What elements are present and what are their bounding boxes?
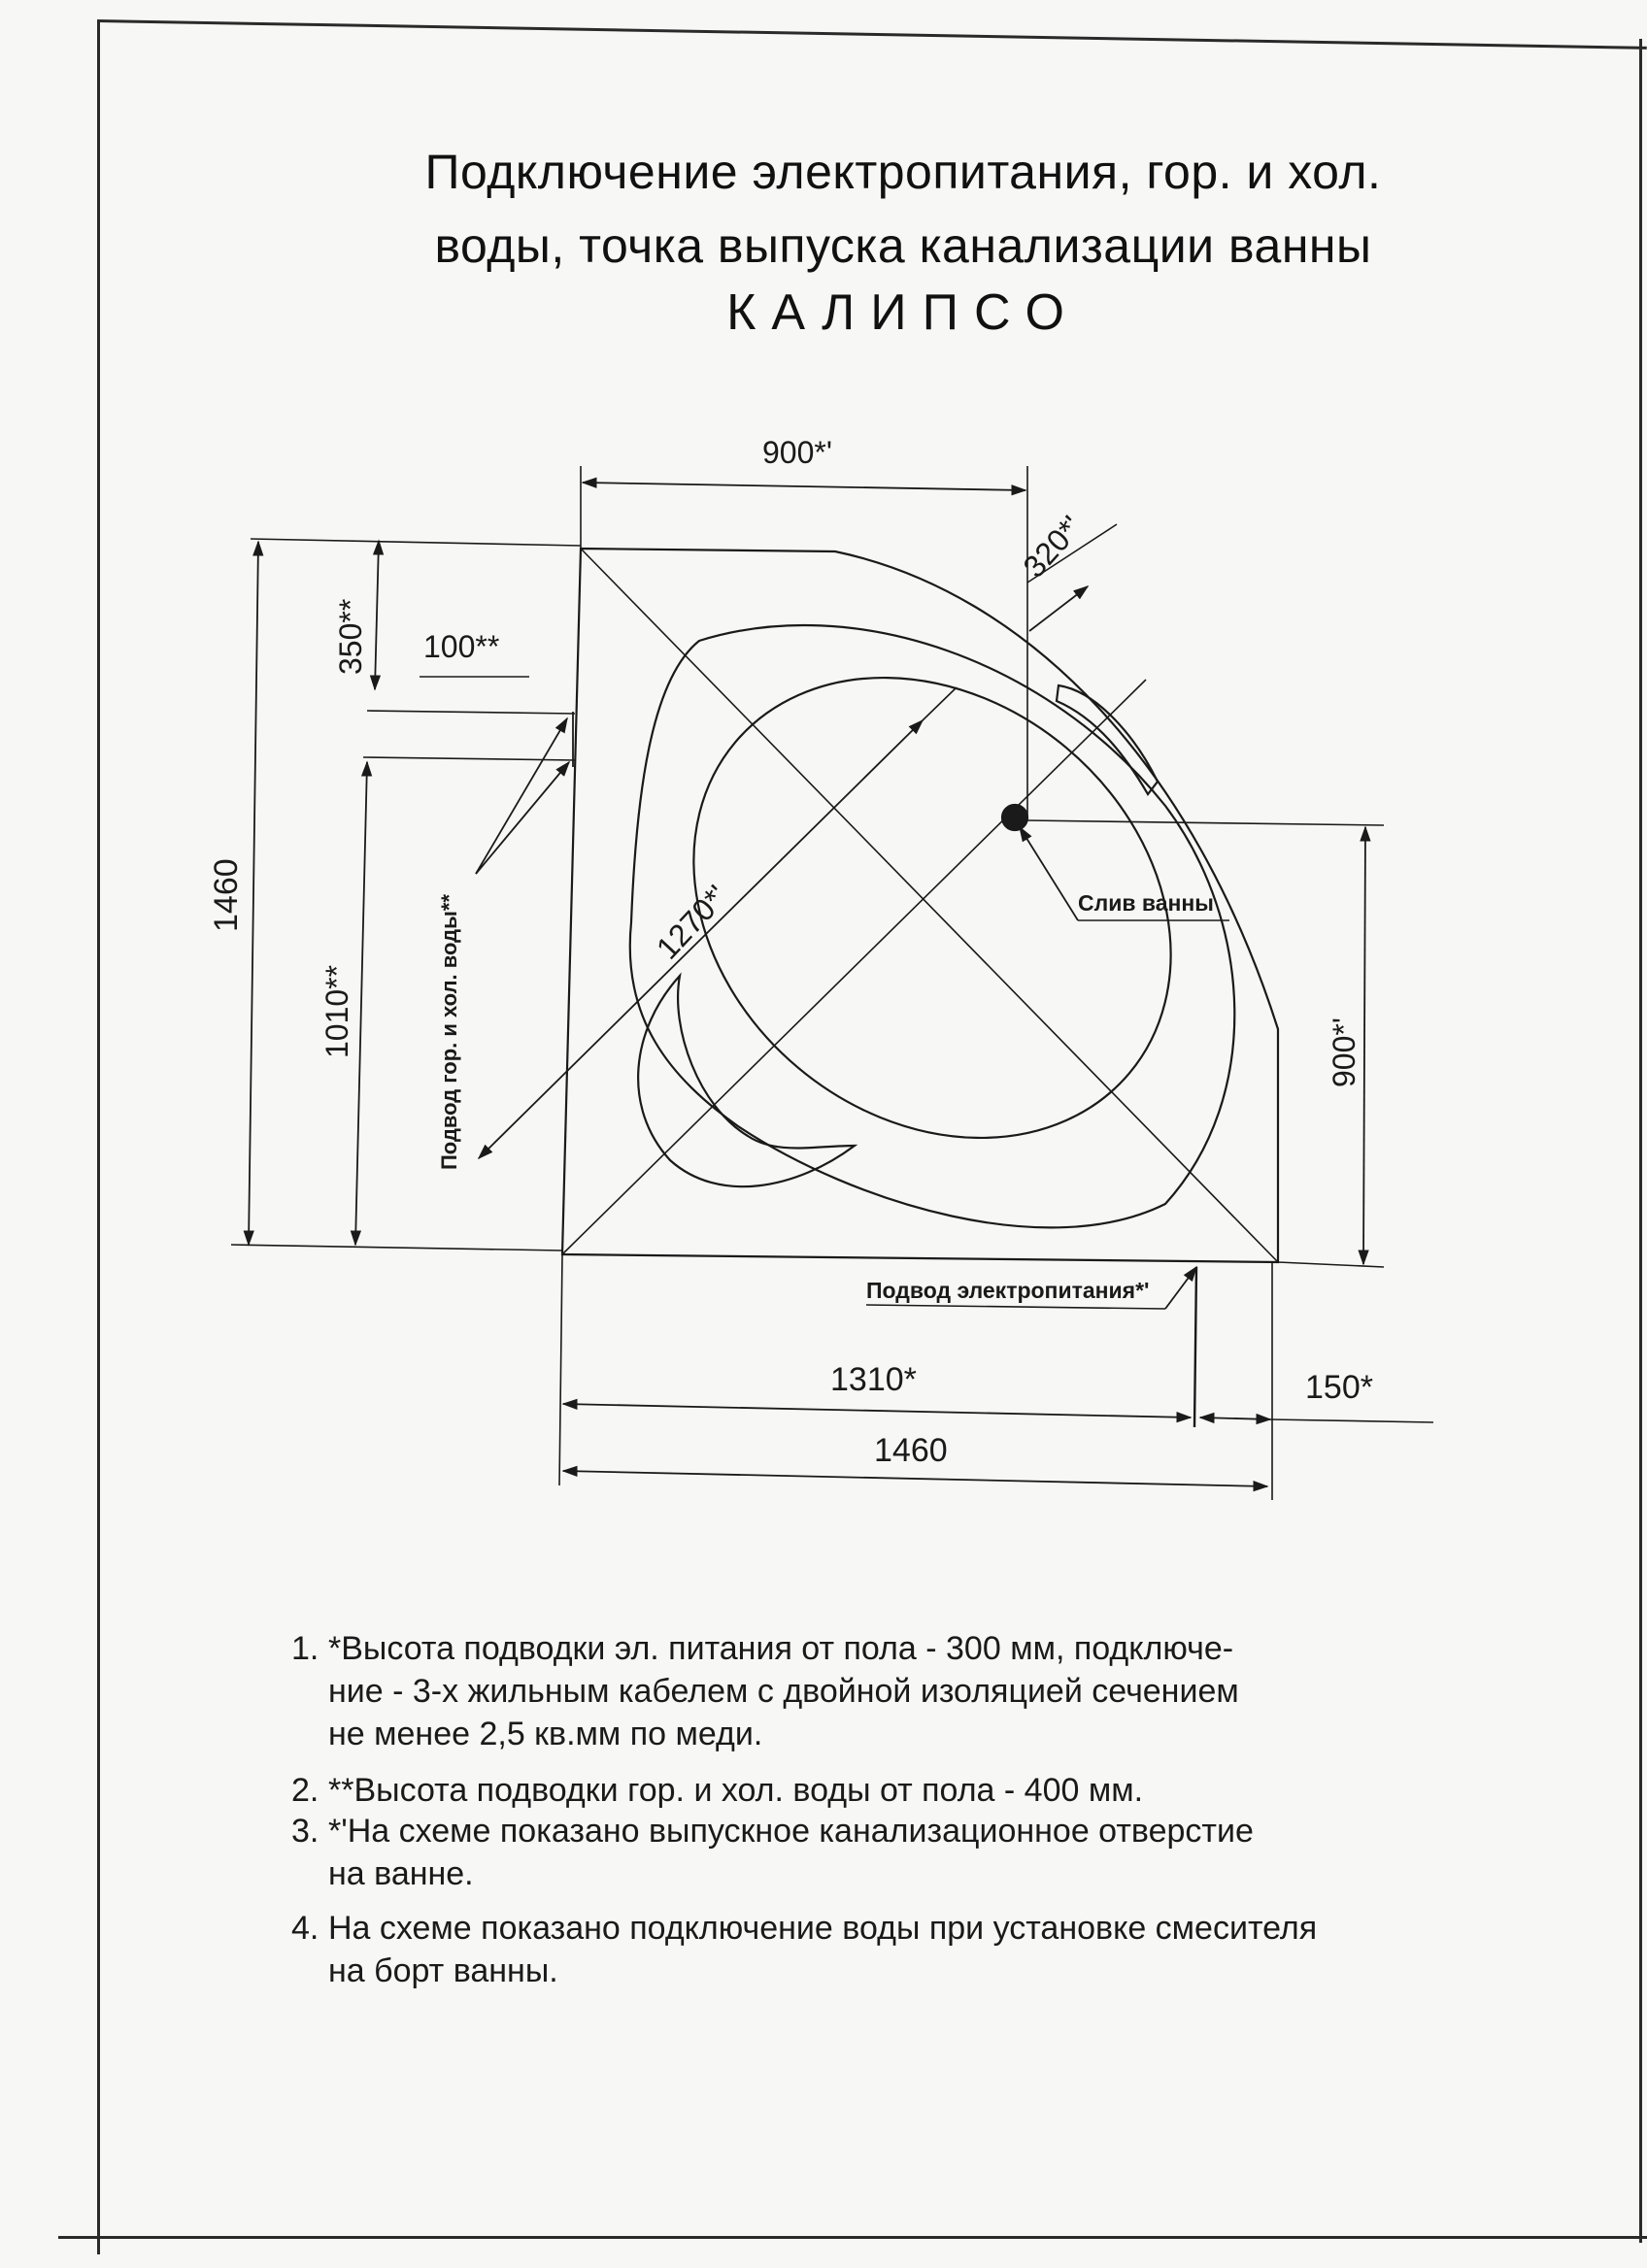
dim-top-width: 900*' <box>762 435 832 470</box>
note-number: 1. <box>291 1630 319 1667</box>
note-text: *'На схеме показано выпускное канализационное отверстие на ванне. <box>328 1813 1254 1892</box>
title-line-2: воды, точка выпуска канализации ванны <box>434 218 1372 273</box>
note-text: **Высота подводки гор. и хол. воды от пола - 400 мм. <box>328 1772 1144 1809</box>
dim-bottom-1460: 1460 <box>874 1432 948 1469</box>
dim-bottom-150: 150* <box>1305 1369 1373 1406</box>
dim-left-350: 350** <box>333 598 368 675</box>
note-number: 2. <box>291 1772 319 1809</box>
dim-left-1460: 1460 <box>208 858 245 932</box>
note-text: На схеме показано подключение воды при установке смесителя на борт ванны. <box>328 1910 1318 1989</box>
dim-left-100: 100** <box>423 629 500 664</box>
label-water-supply: Подвод гор. и хол. воды** <box>437 893 461 1170</box>
label-power-supply: Подвод электропитания*' <box>866 1278 1150 1303</box>
title-line-1: Подключение электропитания, гор. и хол. <box>424 145 1382 199</box>
dim-left-1010: 1010** <box>319 964 354 1058</box>
dim-diag-offset: 320*' <box>1016 509 1090 584</box>
dim-diag-1270: 1270*' <box>649 878 735 966</box>
label-drain: Слив ванны <box>1078 890 1214 916</box>
dim-bottom-1310: 1310* <box>830 1361 917 1398</box>
note-text: *Высота подводки эл. питания от пола - 300 мм, подключе- ние - 3-х жильным кабелем с двойной изоляцией сечением не менее 2,5 кв.мм по меди. <box>328 1630 1239 1752</box>
dim-right-900: 900*' <box>1327 1017 1361 1087</box>
note-number: 3. <box>291 1813 319 1850</box>
bathtub-rim <box>630 625 1235 1227</box>
note-number: 4. <box>291 1910 319 1947</box>
title-product-name: КАЛИПСО <box>726 284 1080 341</box>
bathtub-seat <box>638 976 855 1186</box>
drain-hole <box>1002 805 1027 830</box>
